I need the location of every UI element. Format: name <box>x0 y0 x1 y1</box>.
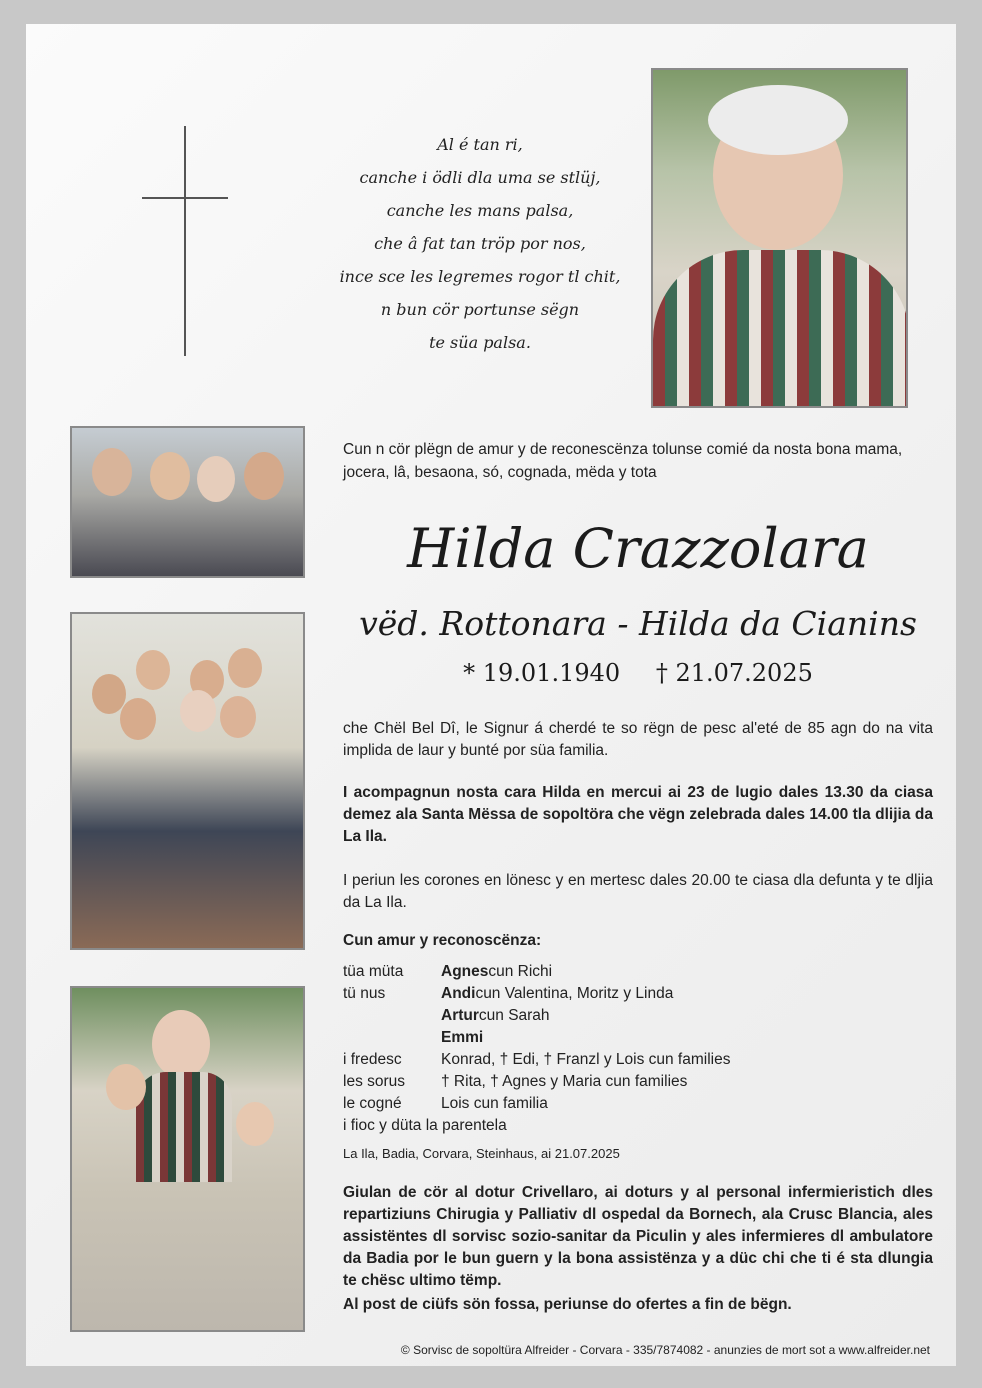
thanks-text: Giulan de cör al dotur Crivellaro, ai doturs y al personal infermieristich dles repartiziuns Chirugia y Palliativ dl ospedal da Bornech, ala Crusc Blancia, ales assistëntes dl sorvisc sozio-sanitar da Piculin y ales infermieres dl ambulatore da Badia por le bun guern y la bona assistënza y a düc chi che ti é sta dlungia te chësc ultimo tëmp. <box>343 1184 933 1289</box>
list-item <box>343 1115 730 1137</box>
intro-text: Cun n cör plëgn de amur y de reconescënza tolunse comié da nosta bona mama, jocera, lâ, besaona, só, cognada, mëda y tota <box>343 441 903 481</box>
death-date: † 21.07.2025 <box>655 659 813 687</box>
family-name: Artur <box>441 1007 479 1024</box>
donation-text: Al post de ciüfs sön fossa, periunse do ofertes a fin de bëgn. <box>343 1296 792 1313</box>
family-list <box>343 961 730 1137</box>
poem <box>320 128 640 359</box>
deceased-subname: vëd. Rottonara - Hilda da Cianins <box>359 604 917 643</box>
relation: i fioc y düta la parentela <box>343 1117 507 1134</box>
poem-line: canche i ödli dla uma se stlüj, <box>359 168 601 187</box>
list-item <box>343 1005 730 1027</box>
relation <box>343 1005 441 1027</box>
poem-line: te süa palsa. <box>429 333 531 352</box>
thanks-heading: Cun amur y reconoscënza: <box>343 932 542 949</box>
family-rest: † Rita, † Agnes y Maria cun families <box>441 1073 688 1090</box>
list-item <box>343 961 730 983</box>
family-rest: Konrad, † Edi, † Franzl y Lois cun families <box>441 1051 731 1068</box>
prayer-details: I periun les corones en lönesc y en mertesc dales 20.00 te ciasa dla defunta y te dljia da La Ila. <box>343 872 933 911</box>
list-item <box>343 1071 730 1093</box>
list-item <box>343 983 730 1005</box>
poem-line: Al é tan ri, <box>437 135 523 154</box>
footer-credit: © Sorvisc de sopoltüra Alfreider - Corvara - 335/7874082 - anunzies de mort sot a www.alfreider.net <box>400 1343 930 1357</box>
list-item <box>343 1027 730 1049</box>
relation: le cogné <box>343 1095 402 1112</box>
poem-line: che â fat tan tröp por nos, <box>374 234 586 253</box>
relation: i fredesc <box>343 1051 402 1068</box>
relation <box>343 1027 441 1049</box>
family-rest: Lois cun familia <box>441 1095 548 1112</box>
funeral-details: I acompagnun nosta cara Hilda en mercui ai 23 de lugio dales 13.30 da ciasa demez ala Santa Mëssa de sopoltöra che vëgn zelebrada dales 14.00 tla dlijia da La Ila. <box>343 784 933 845</box>
family-name: Agnes <box>441 963 489 980</box>
family-photo-3 <box>70 986 305 1332</box>
portrait-photo <box>651 68 908 408</box>
relation: les sorus <box>343 1073 406 1090</box>
relation: tü nus <box>343 985 386 1002</box>
family-photo-1 <box>70 426 305 578</box>
poem-line: canche les mans palsa, <box>386 201 574 220</box>
announcement-text: che Chël Bel Dî, le Signur á cherdé te so rëgn de pesc al'eté de 85 agn do na vita implida de laur y bunté por süa familia. <box>343 720 933 759</box>
family-rest: cun Richi <box>488 963 553 980</box>
relation: tüa müta <box>343 963 404 980</box>
family-photo-2 <box>70 612 305 950</box>
family-name: Andi <box>441 985 476 1002</box>
poem-line: ince sce les legremes rogor tl chit, <box>339 267 621 286</box>
cross-icon-bar <box>142 197 228 199</box>
cross-icon <box>184 126 186 356</box>
list-item <box>343 1093 730 1115</box>
place-date: La Ila, Badia, Corvara, Steinhaus, ai 21.07.2025 <box>343 1146 620 1161</box>
family-rest: cun Valentina, Moritz y Linda <box>475 985 674 1002</box>
family-rest: cun Sarah <box>478 1007 550 1024</box>
list-item <box>343 1049 730 1071</box>
poem-line: n bun cör portunse sëgn <box>380 300 580 319</box>
life-dates <box>343 659 933 687</box>
family-name: Emmi <box>441 1029 484 1046</box>
deceased-name: Hilda Crazzolara <box>407 517 869 580</box>
birth-date: * 19.01.1940 <box>463 659 621 687</box>
